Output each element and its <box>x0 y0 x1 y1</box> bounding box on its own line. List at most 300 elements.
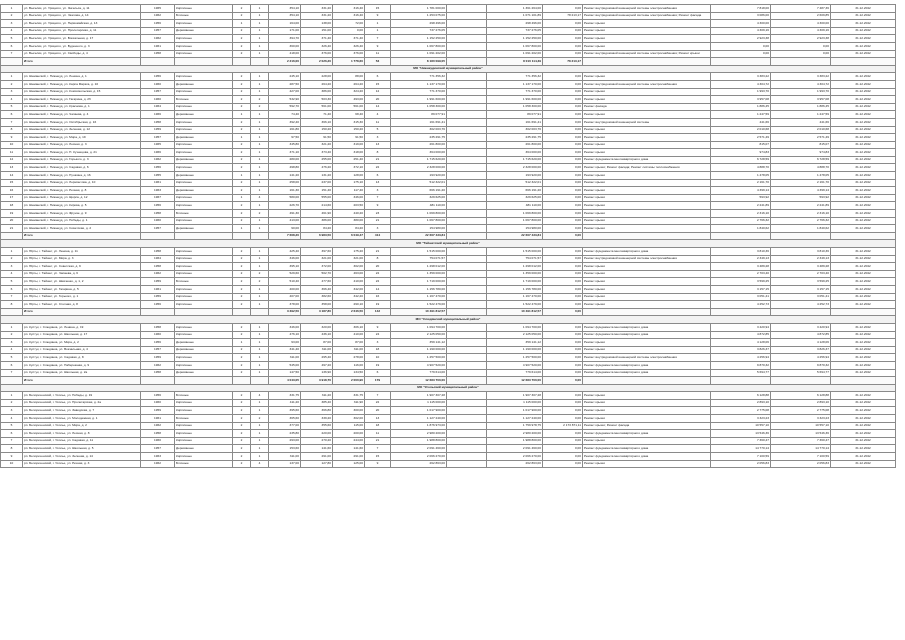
table-cell: 311,90 <box>333 399 365 407</box>
table-row <box>1 263 896 271</box>
table-cell: 3 810,36 <box>771 248 831 256</box>
table-cell: 326,40 <box>333 42 365 50</box>
table-cell: 0,00 <box>543 407 583 415</box>
table-cell: Кирпичные <box>175 35 233 43</box>
table-cell: 302 003,76 <box>487 126 543 134</box>
table-cell: 498,80 <box>269 164 301 172</box>
table-row <box>1 270 896 278</box>
table-cell: 4 907 520,00 <box>487 361 543 369</box>
table-cell: 386,00 <box>301 217 333 225</box>
table-cell: 151,00 <box>301 27 333 35</box>
table-cell: 1962 <box>141 422 175 430</box>
table-cell <box>141 232 175 240</box>
table-cell: 392,40 <box>269 118 301 126</box>
table-cell: 287,50 <box>269 80 301 88</box>
table-cell: Ремонт фундамента многоквартирного дома <box>583 430 711 438</box>
table-cell: 0,00 <box>543 141 583 149</box>
table-cell: 397,60 <box>301 248 333 256</box>
table-cell: 19 <box>1 210 23 218</box>
table-cell: 0,00 <box>543 164 583 172</box>
table-cell <box>447 399 487 407</box>
table-cell: 2 010,68 <box>771 126 831 134</box>
table-cell: 1 <box>251 407 269 415</box>
table-cell: 31.12.2042 <box>831 339 896 347</box>
table-cell: 13 546,36 <box>711 430 771 438</box>
table-cell: 2 <box>233 285 251 293</box>
table-cell: 0,00 <box>543 187 583 195</box>
table-cell: 1 091 202,00 <box>391 50 447 58</box>
table-cell: 329 625,00 <box>487 194 543 202</box>
table-cell: Деревянные <box>175 369 233 377</box>
table-row <box>1 407 896 415</box>
table-cell: 2 316,10 <box>771 210 831 218</box>
table-cell: 2 161,70 <box>711 179 771 187</box>
table-cell: рп. Юрты, г. Тайшет, ул. Ленина, д. 11 <box>23 248 141 256</box>
table-cell: 6 <box>1 430 23 438</box>
table-cell: 346,00 <box>269 255 301 263</box>
table-cell: 1 115 000,00 <box>391 399 447 407</box>
table-cell: 1955 <box>141 172 175 180</box>
table-cell: 481 110,00 <box>391 202 447 210</box>
group-header-row <box>1 65 896 73</box>
table-cell: 476,10 <box>269 331 301 339</box>
table-cell: 9 870,32 <box>711 361 771 369</box>
table-cell <box>711 377 771 385</box>
table-cell: 4 309,16 <box>771 27 831 35</box>
table-cell: 545,00 <box>269 361 301 369</box>
table-cell: 1 017 900,00 <box>487 407 543 415</box>
table-cell: рп. Юрты, г. Тайшет, ул. Советская, д. 9 <box>23 263 141 271</box>
table-cell: 97,50 <box>269 134 301 142</box>
table-cell: 779 614,00 <box>487 369 543 377</box>
table-row <box>1 134 896 142</box>
table-cell: 2 <box>1 12 23 20</box>
table-cell: 371,40 <box>301 35 333 43</box>
table-cell: 0,00 <box>543 210 583 218</box>
table-cell: Ремонт крыши <box>583 149 711 157</box>
table-cell: Ремонт крыши <box>583 217 711 225</box>
table-cell: 1961 <box>141 179 175 187</box>
table-cell: 1 <box>1 73 23 81</box>
table-cell <box>447 248 487 256</box>
table-cell: 2 <box>233 141 251 149</box>
table-cell: 1 359 000,00 <box>487 270 543 278</box>
table-cell: 1958 <box>141 323 175 331</box>
table-cell <box>447 5 487 13</box>
table-cell: 7 <box>1 437 23 445</box>
table-cell: 2 <box>233 346 251 354</box>
table-cell: 561,00 <box>301 103 333 111</box>
table-cell: 737 276,05 <box>487 27 543 35</box>
table-cell: 1 <box>251 430 269 438</box>
table-cell: 491,30 <box>269 210 301 218</box>
table-cell: 235 291,75 <box>391 134 447 142</box>
table-row <box>1 415 896 423</box>
table-cell: 400,00 <box>269 285 301 293</box>
table-cell: 31.12.2042 <box>831 453 896 461</box>
table-row <box>1 210 896 218</box>
table-cell: 3 <box>1 20 23 28</box>
table-cell: Ремонт фундамента многоквартирного дома <box>583 323 711 331</box>
table-cell: 4 <box>1 346 23 354</box>
table-cell: 1 <box>233 134 251 142</box>
table-cell: 771 370,00 <box>487 88 543 96</box>
table-cell: 161,30 <box>269 187 301 195</box>
table-cell <box>771 377 831 385</box>
table-row <box>1 164 896 172</box>
table-cell: 1957 <box>141 445 175 453</box>
table-cell: 3 420,94 <box>711 323 771 331</box>
table-cell: 31.12.2042 <box>831 415 896 423</box>
table-cell <box>141 308 175 316</box>
table-cell <box>447 172 487 180</box>
table-cell: рп. Шеманский, г. Нижнеуд, ул. Садовая, д. 6 <box>23 164 141 172</box>
table-cell: 2 <box>233 392 251 400</box>
table-cell: 220,00 <box>301 430 333 438</box>
table-cell: Ремонт фундамента многоквартирного дома <box>583 156 711 164</box>
table-cell <box>447 141 487 149</box>
table-cell: 1 <box>251 453 269 461</box>
table-cell: Ремонт внутридомовой инженерной системы <box>583 118 711 126</box>
table-cell: Ремонт крыши <box>583 263 711 271</box>
table-cell: 116,00 <box>333 361 365 369</box>
table-row <box>1 392 896 400</box>
table-cell: 4 300,00 <box>711 20 771 28</box>
table-cell: Кирпичные <box>175 20 233 28</box>
table-cell: 754 071,57 <box>391 255 447 263</box>
table-cell: Деревянные <box>175 225 233 233</box>
table-cell: 1 058 300,00 <box>391 103 447 111</box>
table-cell: 8 <box>365 255 391 263</box>
table-cell: 7 100,59 <box>711 453 771 461</box>
table-cell: 89 077,91 <box>487 111 543 119</box>
table-cell: рп. Юрты, г. Тайшет, ул. Мира, д. 3 <box>23 255 141 263</box>
table-cell: 31.12.2042 <box>831 164 896 172</box>
table-cell: 0,00 <box>711 50 771 58</box>
table-cell: 2 <box>233 361 251 369</box>
table-cell <box>175 58 233 66</box>
table-cell: 1 298 012,00 <box>391 263 447 271</box>
table-cell: рп. Шеманский, г. Нижнеуд, ул. Гагарина, д. 2б <box>23 96 141 104</box>
table-cell <box>447 225 487 233</box>
table-cell: Деревянные <box>175 111 233 119</box>
table-cell: Ремонт крыши <box>583 141 711 149</box>
table-row <box>1 460 896 468</box>
table-cell: 737 276,05 <box>391 27 447 35</box>
table-cell: 2 <box>251 415 269 423</box>
table-cell: 510,40 <box>269 278 301 286</box>
table-cell: 1958 <box>141 50 175 58</box>
table-cell: 153,60 <box>269 445 301 453</box>
table-row <box>1 346 896 354</box>
table-cell: Ремонт крыши <box>583 179 711 187</box>
table-cell: 298 496,00 <box>391 20 447 28</box>
table-cell: 91,50 <box>301 134 333 142</box>
table-cell: 2 <box>1 331 23 339</box>
table-cell: Ремонт крыши <box>583 42 711 50</box>
table-cell: 3 420,94 <box>771 323 831 331</box>
table-cell <box>447 308 487 316</box>
table-row <box>1 453 896 461</box>
table-cell: 1 152 250,00 <box>391 35 447 43</box>
table-cell <box>447 194 487 202</box>
table-cell: 395,10 <box>269 263 301 271</box>
table-cell: 0,00 <box>543 346 583 354</box>
table-cell: 1 247,59 <box>711 111 771 119</box>
table-row <box>1 399 896 407</box>
table-cell <box>251 232 269 240</box>
table-cell: 0,00 <box>543 217 583 225</box>
table-cell: 2 <box>233 415 251 423</box>
table-cell: 15 <box>365 5 391 13</box>
table-cell: 2 010,68 <box>711 126 771 134</box>
table-cell: 1957 <box>141 134 175 142</box>
table-cell: 2 <box>233 278 251 286</box>
table-cell: 8 <box>1 445 23 453</box>
table-cell: 1960 <box>141 331 175 339</box>
table-cell: 3 599,25 <box>711 278 771 286</box>
table-cell: 31.12.2042 <box>831 35 896 43</box>
table-cell: 1 058 300,00 <box>487 103 543 111</box>
table-cell: 0,00 <box>543 103 583 111</box>
table-cell: 6 049,47 <box>333 232 365 240</box>
table-cell: 1 886,45 <box>711 103 771 111</box>
table-cell: 1 156 780,00 <box>487 285 543 293</box>
table-cell: 1961 <box>141 285 175 293</box>
table-cell: 3 918,70 <box>301 377 333 385</box>
table-cell: 142 <box>365 308 391 316</box>
table-cell: ул. Выселки, ул. Урицкого, ул. Энгельса, д. 11 <box>23 5 141 13</box>
table-cell: 7 <box>1 50 23 58</box>
table-cell: 161 691,41 <box>487 118 543 126</box>
table-cell: 2 <box>233 430 251 438</box>
table-cell: 311,00 <box>333 346 365 354</box>
table-cell: 2 056,83 <box>771 460 831 468</box>
table-cell: 4 <box>251 194 269 202</box>
table-row <box>1 202 896 210</box>
table-cell: 3 <box>365 339 391 347</box>
table-cell: 5 <box>365 126 391 134</box>
table-cell <box>447 377 487 385</box>
table-cell: 31.12.2042 <box>831 42 896 50</box>
table-cell: 2 <box>1 80 23 88</box>
table-cell: 1 <box>251 331 269 339</box>
table-cell: 4 043,05 <box>269 377 301 385</box>
table-cell: 3 <box>1 88 23 96</box>
table-cell: 1 876 973,00 <box>391 422 447 430</box>
table-cell: 1 190 000,00 <box>487 346 543 354</box>
table-cell: ул. Выселки, ул. Урицкого, ул. Буденного, д. 3 <box>23 42 141 50</box>
table-cell: 1 715 620,00 <box>391 156 447 164</box>
table-cell: 4 252,73 <box>711 301 771 309</box>
table-cell: 31.12.2042 <box>831 399 896 407</box>
table-cell: 1 069 800,00 <box>391 210 447 218</box>
table-cell: 1 156 780,00 <box>391 285 447 293</box>
table-cell: 91,50 <box>333 134 365 142</box>
table-cell: Кирпичные <box>175 354 233 362</box>
table-cell: 1 <box>1 392 23 400</box>
table-cell: Блочные <box>175 415 233 423</box>
table-cell: Деревянные <box>175 339 233 347</box>
table-cell: 1962 <box>141 35 175 43</box>
table-cell: 0,00 <box>543 225 583 233</box>
table-row <box>1 339 896 347</box>
table-cell: 666 191,20 <box>487 187 543 195</box>
table-cell: 771 356,32 <box>487 73 543 81</box>
table-cell: рп. Шеманский, г. Нижнеуд, ул. Н. Кузнецова, д. 21 <box>23 149 141 157</box>
table-cell: 3 826,37 <box>771 346 831 354</box>
table-cell <box>175 232 233 240</box>
table-cell: 19 <box>365 301 391 309</box>
table-cell: 425,40 <box>269 248 301 256</box>
table-cell: Ремонт крыши <box>583 27 711 35</box>
table-cell: 31.12.2042 <box>831 118 896 126</box>
table-cell: рп. Шеманский, г. Нижнеуд, ул. Лесная, д. 3 <box>23 141 141 149</box>
table-cell: 4 304,72 <box>771 80 831 88</box>
table-row <box>1 179 896 187</box>
table-cell <box>583 377 711 385</box>
table-cell: Ремонт крыши <box>583 194 711 202</box>
table-cell: 0,00 <box>543 156 583 164</box>
table-cell: 31.12.2042 <box>831 270 896 278</box>
table-cell: Ремонт крыши <box>583 35 711 43</box>
table-cell: 407,00 <box>269 293 301 301</box>
table-cell: 0,00 <box>543 88 583 96</box>
table-row <box>1 5 896 13</box>
table-cell: 3 051,41 <box>771 293 831 301</box>
table-cell: 1 <box>251 42 269 50</box>
group-header-row <box>1 384 896 392</box>
table-cell: 78 213,17 <box>543 12 583 20</box>
table-cell: 127,80 <box>301 460 333 468</box>
table-cell: 2 <box>233 407 251 415</box>
table-cell: 16 <box>365 293 391 301</box>
table-cell: 1966 <box>141 111 175 119</box>
table-cell: 7 668,20 <box>269 232 301 240</box>
table-cell: 366,40 <box>301 285 333 293</box>
table-cell: 3 157,15 <box>771 285 831 293</box>
table-cell: 1 <box>251 437 269 445</box>
table-cell: 179 <box>365 377 391 385</box>
table-cell: 19 <box>365 361 391 369</box>
table-cell: 20 <box>1 217 23 225</box>
table-cell: 1967 <box>141 194 175 202</box>
table-cell: 365,60 <box>269 415 301 423</box>
table-cell: 0,00 <box>771 50 831 58</box>
table-cell: Итого <box>23 58 141 66</box>
table-cell: 1958 <box>141 248 175 256</box>
table-cell: 31.12.2042 <box>831 179 896 187</box>
table-cell: 4 <box>365 111 391 119</box>
table-cell: 2 <box>233 149 251 157</box>
table-cell: 15 <box>1 179 23 187</box>
table-cell: рп. Шеманский, г. Нижнеуд, ул. Фрунзе, д. 9 <box>23 210 141 218</box>
table-cell: 1960 <box>141 399 175 407</box>
table-cell: 410,00 <box>333 331 365 339</box>
table-cell: 0,00 <box>543 437 583 445</box>
table-cell: 0,00 <box>543 80 583 88</box>
table-cell: 141,20 <box>269 172 301 180</box>
table-cell: 481 110,00 <box>487 202 543 210</box>
table-cell: 1958 <box>141 210 175 218</box>
table-row <box>1 331 896 339</box>
table-cell: 2 <box>233 96 251 104</box>
table-row <box>1 126 896 134</box>
table-cell: 1960 <box>141 80 175 88</box>
table-cell: Деревянные <box>175 172 233 180</box>
table-cell: 0,00 <box>543 179 583 187</box>
table-cell: 2 <box>233 323 251 331</box>
table-cell: 354,10 <box>269 5 301 13</box>
table-cell: 413,00 <box>269 217 301 225</box>
table-cell: ул. Выселки, ул. Урицкого, ул. Свободы, д. 4 <box>23 50 141 58</box>
table-cell: 2 <box>233 255 251 263</box>
table-cell: Деревянные <box>175 80 233 88</box>
table-cell: 2 125 050,00 <box>487 331 543 339</box>
table-cell: 1 <box>251 88 269 96</box>
table-cell: Ремонт крыши <box>583 278 711 286</box>
table-cell: Кирпичные <box>175 194 233 202</box>
table-cell: рп. Белореченский, г. Усолье, ул. Зеленая, д. 14 <box>23 453 141 461</box>
table-cell: рп. Белореченский, г. Усолье, ул. Лесная, д. 8 <box>23 430 141 438</box>
table-row <box>1 285 896 293</box>
table-cell: 2 <box>233 460 251 468</box>
table-cell: 364 000,00 <box>391 149 447 157</box>
table-cell: 1959 <box>141 293 175 301</box>
table-cell: 2 316,10 <box>711 210 771 218</box>
table-cell: 2 <box>233 50 251 58</box>
table-cell <box>447 217 487 225</box>
table-cell: Деревянные <box>175 445 233 453</box>
table-cell: 264,20 <box>301 80 333 88</box>
table-cell: 5 <box>1 422 23 430</box>
table-cell: 53 <box>365 58 391 66</box>
table-cell: 84,20 <box>301 225 333 233</box>
table-cell: 0,00 <box>543 415 583 423</box>
table-row <box>1 422 896 430</box>
table-cell: 1 067 800,00 <box>391 217 447 225</box>
table-cell: 341,40 <box>269 346 301 354</box>
table-cell: Ремонт крыши <box>583 187 711 195</box>
table-cell: 31.12.2042 <box>831 126 896 134</box>
table-cell: 12 <box>365 88 391 96</box>
table-cell: 4 872,85 <box>771 331 831 339</box>
table-cell <box>447 361 487 369</box>
table-cell: 1 071 101,89 <box>487 12 543 20</box>
table-cell: 235 291,75 <box>487 134 543 142</box>
table-cell: 14 770,14 <box>711 445 771 453</box>
table-cell: 21 <box>1 225 23 233</box>
table-cell: 0,00 <box>543 194 583 202</box>
table-cell: Ремонт крыши <box>583 460 711 468</box>
table-cell: 2 893,10 <box>771 399 831 407</box>
table-cell: 2 766,32 <box>771 217 831 225</box>
table-cell: рп. Култук, г. Слюдянка, ул. Садовая, д. 8 <box>23 354 141 362</box>
table-cell: 31.12.2042 <box>831 96 896 104</box>
table-cell: 1 257 500,00 <box>391 354 447 362</box>
table-cell: рп. Шеманский, г. Нижнеуд, ул. Советская, д. 2 <box>23 225 141 233</box>
table-cell <box>447 437 487 445</box>
table-cell: Кирпичные <box>175 323 233 331</box>
table-cell: Ремонт внутридомовой инженерной системы электроснабжения; Ремонт крыши <box>583 50 711 58</box>
table-cell: 4 888,70 <box>771 164 831 172</box>
table-cell: 6 <box>1 42 23 50</box>
table-cell: 0,00 <box>543 301 583 309</box>
table-cell: 87,00 <box>301 339 333 347</box>
table-cell: 2 349,13 <box>771 255 831 263</box>
table-cell: 1957 <box>141 88 175 96</box>
table-cell: 228,00 <box>301 73 333 81</box>
